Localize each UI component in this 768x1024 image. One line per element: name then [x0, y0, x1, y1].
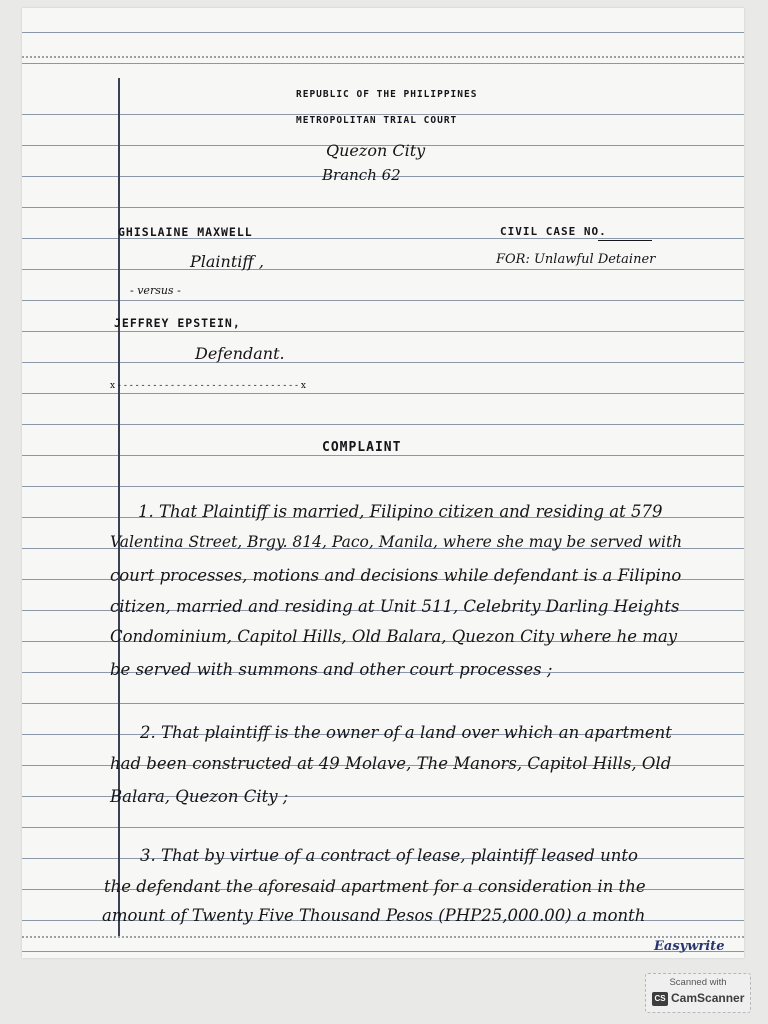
paragraph-2-line-1: 2. That plaintiff is the owner of a land over which an apartment	[140, 723, 672, 742]
case-number-label: CIVIL CASE NO.	[500, 225, 607, 238]
versus-label: - versus -	[130, 284, 181, 297]
defendant-role: Defendant.	[195, 344, 285, 363]
header-branch: Branch 62	[322, 166, 401, 184]
document-title: COMPLAINT	[322, 440, 402, 455]
paragraph-3-line-3: amount of Twenty Five Thousand Pesos (PHP25,000.00) a month	[102, 906, 646, 925]
paragraph-1-line-2: Valentina Street, Brgy. 814, Paco, Manila, where she may be served with	[110, 533, 683, 551]
defendant-name: JEFFREY EPSTEIN,	[114, 316, 241, 330]
paragraph-1-line-6: be served with summons and other court processes ;	[110, 660, 553, 679]
header-republic: REPUBLIC OF THE PHILIPPINES	[296, 89, 478, 100]
paragraph-1-line-1: 1. That Plaintiff is married, Filipino citizen and residing at 579	[138, 502, 663, 521]
paragraph-3-line-1: 3. That by virtue of a contract of lease, plaintiff leased unto	[140, 846, 638, 865]
case-number-blank	[598, 240, 652, 241]
margin-line	[118, 78, 120, 936]
caption-separator: x - - - - - - - - - - - - - - - - - - - - - - - - - - - - - - - x	[110, 381, 306, 391]
paragraph-1-line-5: Condominium, Capitol Hills, Old Balara, Quezon City where he may	[110, 627, 678, 646]
paragraph-1-line-3: court processes, motions and decisions while defendant is a Filipino	[110, 566, 682, 585]
header-court: METROPOLITAN TRIAL COURT	[296, 115, 458, 126]
perforation-bottom	[22, 936, 744, 938]
paragraph-2-line-2: had been constructed at 49 Molave, The Manors, Capitol Hills, Old	[110, 754, 672, 773]
plaintiff-role: Plaintiff ,	[190, 252, 264, 271]
camscanner-name: CamScanner	[671, 991, 745, 1005]
camscanner-watermark	[645, 973, 751, 1013]
header-city: Quezon City	[326, 141, 426, 160]
paragraph-3-line-2: the defendant the aforesaid apartment for a consideration in the	[104, 877, 646, 896]
paragraph-1-line-4: citizen, married and residing at Unit 511, Celebrity Darling Heights	[110, 597, 680, 616]
paragraph-2-line-3: Balara, Quezon City ;	[110, 787, 289, 806]
scanned-with-label: Scanned with	[669, 977, 727, 988]
cause-of-action: FOR: Unlawful Detainer	[496, 252, 656, 267]
paper-brand-logo: Easywrite	[654, 939, 725, 954]
plaintiff-name: GHISLAINE MAXWELL	[118, 225, 253, 239]
camscanner-logo-icon: CS	[652, 992, 668, 1006]
perforation-top	[22, 56, 744, 58]
